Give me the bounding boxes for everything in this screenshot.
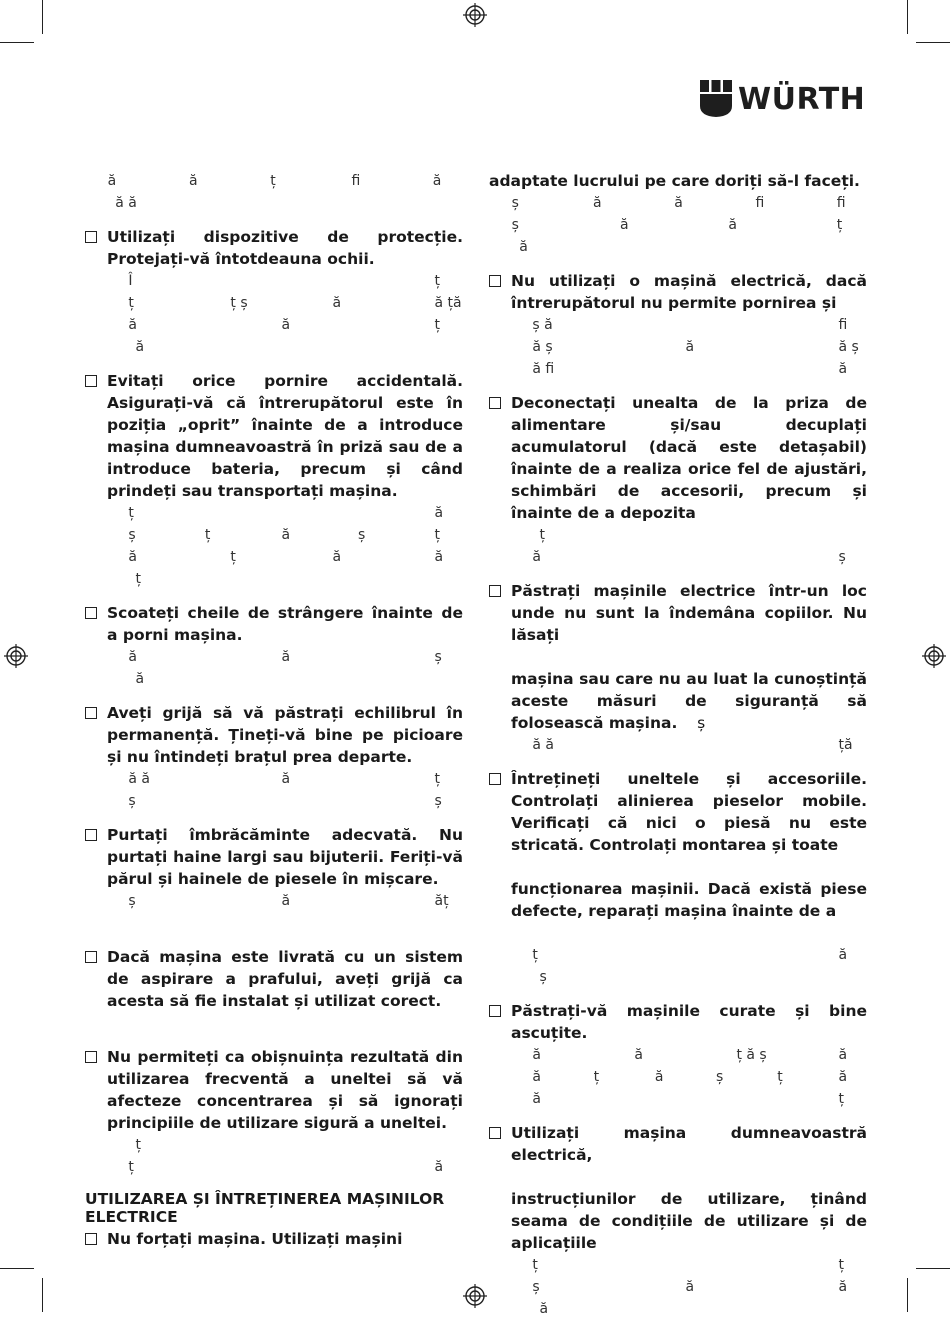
item-bold-text-continued: instrucțiunilor de utilizare, ținând seama de condițiile de utilizare și de aplicațiile bbox=[511, 1190, 867, 1252]
text-fragment: ț bbox=[836, 217, 843, 233]
text-fragment: ă ă bbox=[532, 737, 554, 753]
text-fragment-line bbox=[107, 292, 463, 314]
item-bold-text: Aveți grijă să vă păstrați echilibrul în permanență. Țineți-vă bine pe picioare și nu întindeți brațul prea departe. bbox=[107, 704, 463, 766]
text-fragment: ă bbox=[432, 173, 442, 189]
safety-item-left-4 bbox=[85, 702, 463, 812]
text-fragment: ă bbox=[685, 1279, 695, 1295]
text-fragment: ț bbox=[593, 1069, 600, 1085]
text-fragment: ț bbox=[128, 1159, 134, 1175]
text-fragment: ă bbox=[532, 1047, 541, 1063]
registration-mark-left-icon bbox=[4, 644, 28, 668]
text-fragment-line bbox=[511, 336, 867, 358]
text-fragment: ș bbox=[716, 1069, 724, 1085]
text-fragment: ă bbox=[532, 1091, 541, 1107]
crop-mark-tr-h bbox=[916, 42, 950, 43]
text-fragment-line bbox=[511, 734, 867, 756]
checkbox-icon bbox=[85, 1233, 97, 1245]
text-fragment: ă fi bbox=[532, 361, 555, 377]
text-fragment-line bbox=[107, 502, 463, 524]
text-fragment-line bbox=[511, 314, 867, 336]
text-fragment-line bbox=[107, 768, 463, 790]
text-fragment: ț ș bbox=[230, 295, 248, 311]
checkbox-icon bbox=[489, 1127, 501, 1139]
text-fragment: ă bbox=[434, 549, 444, 565]
right-column bbox=[489, 170, 867, 1332]
text-fragment-line bbox=[107, 646, 463, 668]
wurth-logo bbox=[700, 80, 868, 120]
text-fragment: ă bbox=[532, 549, 541, 565]
item-bold-text-continued: mașina sau care nu au luat la cunoștință aceste măsuri de siguranță să folosească mașina. ș bbox=[511, 670, 867, 732]
registration-mark-top-icon bbox=[463, 3, 487, 27]
section-heading: UTILIZAREA ȘI ÎNTREȚINEREA MAȘINILOR ELECTRICE bbox=[85, 1190, 445, 1226]
text-fragment: ă bbox=[434, 505, 444, 521]
crop-mark-bl-v bbox=[42, 1278, 43, 1312]
safety-item-right-5 bbox=[489, 1000, 867, 1110]
text-fragment: ț bbox=[434, 317, 441, 333]
text-fragment-line bbox=[107, 668, 463, 690]
text-fragment: ă bbox=[838, 947, 848, 963]
safety-item-left-6 bbox=[85, 946, 463, 1034]
crop-mark-tr-v bbox=[907, 0, 908, 34]
safety-item-left-3 bbox=[85, 602, 463, 690]
item-bold-text: Utilizați mașina dumneavoastră electrică, bbox=[511, 1124, 867, 1164]
crop-mark-bl-h bbox=[0, 1268, 34, 1269]
continuation-bold-text: adaptate lucrului pe care doriți să-l faceți. bbox=[489, 172, 860, 190]
text-fragment-line bbox=[107, 336, 463, 358]
item-bold-text: Nu forțați mașina. Utilizați mașini bbox=[107, 1230, 403, 1248]
safety-item-right-1 bbox=[489, 270, 867, 380]
checkbox-icon bbox=[489, 773, 501, 785]
safety-item-right-4 bbox=[489, 768, 867, 988]
text-fragment: ă bbox=[188, 173, 198, 189]
text-fragment-line bbox=[107, 1012, 463, 1034]
text-fragment: ă bbox=[332, 295, 342, 311]
text-fragment-line bbox=[511, 922, 867, 944]
text-fragment: ă bbox=[281, 527, 291, 543]
text-fragment: ț bbox=[838, 1257, 845, 1273]
blank-line bbox=[511, 856, 867, 878]
item-bold-text: Păstrați mașinile electrice într-un loc unde nu sunt la îndemâna copiilor. Nu lăsați bbox=[511, 582, 867, 644]
checkbox-icon bbox=[489, 275, 501, 287]
checkbox-icon bbox=[85, 707, 97, 719]
checkbox-icon bbox=[85, 1051, 97, 1063]
text-fragment: ă bbox=[332, 549, 342, 565]
text-fragment: ș bbox=[128, 893, 136, 909]
checkbox-icon bbox=[85, 951, 97, 963]
text-fragment: ș ă bbox=[532, 317, 553, 333]
item-bold-text: Păstrați-vă mașinile curate și bine ascuțite. bbox=[511, 1002, 867, 1042]
text-fragment: ț bbox=[434, 771, 441, 787]
text-fragment: ț bbox=[135, 571, 141, 587]
text-fragment: ă bbox=[135, 671, 145, 687]
text-fragment-line bbox=[107, 524, 463, 546]
text-fragment: ș bbox=[677, 714, 706, 732]
item-bold-text: Evitați orice pornire accidentală. Asigurați-vă că întrerupătorul este în poziția „oprit” înainte de a introduce mașina dumneavoastră în priză sau de a introduce bateria, precum și când prindeți sau transportați mașina. bbox=[107, 372, 463, 500]
text-fragment: ă bbox=[532, 1069, 541, 1085]
text-fragment: ă bbox=[634, 1047, 643, 1063]
text-fragment: ș bbox=[434, 793, 442, 809]
item-bold-text: Scoateți cheile de strângere înainte de a porni mașina. bbox=[107, 604, 463, 644]
text-fragment: ă bbox=[620, 217, 629, 233]
crop-mark-br-v bbox=[907, 1278, 908, 1312]
wurth-emblem-icon bbox=[700, 80, 732, 118]
text-fragment-line bbox=[107, 314, 463, 336]
text-fragment: ț bbox=[532, 1257, 538, 1273]
text-fragment: Î bbox=[128, 273, 133, 289]
safety-item-left-5 bbox=[85, 824, 463, 934]
text-fragment: ă ă bbox=[115, 195, 137, 211]
text-fragment: ă ță bbox=[434, 295, 462, 311]
text-fragment: ț bbox=[434, 273, 441, 289]
item-bold-text: Deconectați unealta de la priza de alimentare și/sau decuplați acumulatorul (dacă este detașabil) înainte de a realiza orice fel de ajustări, schimbări de accesorii, precum și înainte de a depozita bbox=[511, 394, 867, 522]
text-fragment: ț bbox=[230, 549, 236, 565]
text-fragment-line bbox=[107, 1134, 463, 1156]
text-fragment: ă bbox=[281, 317, 291, 333]
text-fragment: ă ș bbox=[838, 339, 859, 355]
text-fragment-line bbox=[489, 192, 867, 214]
text-fragment-line bbox=[107, 1156, 463, 1178]
text-fragment: ă bbox=[685, 339, 695, 355]
text-fragment: ă bbox=[281, 893, 291, 909]
text-fragment: ă bbox=[654, 1069, 664, 1085]
text-fragment: ăț bbox=[434, 893, 449, 909]
text-fragment-line bbox=[85, 192, 463, 214]
item-bold-text: Utilizați dispozitive de protecție. Protejați-vă întotdeauna ochii. bbox=[107, 228, 463, 268]
text-fragment-line bbox=[107, 890, 463, 912]
text-fragment: ș bbox=[532, 1279, 540, 1295]
text-fragment: ă bbox=[728, 217, 737, 233]
text-fragment-line bbox=[511, 1298, 867, 1320]
text-fragment-line bbox=[511, 1254, 867, 1276]
text-fragment-line bbox=[511, 966, 867, 988]
item-bold-text: Purtați îmbrăcăminte adecvată. Nu purtați haine largi sau bijuterii. Feriți-vă părul și hainele de piesele în mișcare. bbox=[107, 826, 463, 888]
text-fragment: ș bbox=[357, 527, 366, 543]
text-fragment: ă bbox=[674, 195, 683, 211]
item-bold-text: Nu permiteți ca obișnuința rezultată din utilizarea frecventă a uneltei să vă afecteze concentrarea și să ignorați principiile de utilizare sigură a uneltei. bbox=[107, 1048, 463, 1132]
text-fragment: ă bbox=[107, 173, 117, 189]
checkbox-icon bbox=[85, 829, 97, 841]
text-fragment: ță bbox=[838, 737, 853, 753]
text-fragment-line bbox=[107, 270, 463, 292]
text-fragment-line bbox=[107, 790, 463, 812]
item-bold-text: Dacă mașina este livrată cu un sistem de aspirare a prafului, aveți grijă ca acesta să fie instalat și utilizat corect. bbox=[107, 948, 463, 1010]
text-fragment-line bbox=[511, 944, 867, 966]
checkbox-icon bbox=[85, 231, 97, 243]
intro-fragments bbox=[85, 170, 463, 214]
text-fragment-line bbox=[107, 568, 463, 590]
text-fragment: ă bbox=[539, 1301, 549, 1317]
checkbox-icon bbox=[85, 607, 97, 619]
text-fragment: ț ă ș bbox=[736, 1047, 767, 1063]
text-fragment: ă bbox=[281, 649, 291, 665]
safety-item-force bbox=[85, 1228, 463, 1250]
text-fragment: ă ă bbox=[128, 771, 150, 787]
safety-item-left-2 bbox=[85, 370, 463, 590]
text-fragment: ș bbox=[838, 549, 846, 565]
text-fragment-line bbox=[511, 1276, 867, 1298]
text-fragment: fi bbox=[351, 173, 361, 189]
text-fragment: ș bbox=[128, 527, 136, 543]
text-fragment: ș bbox=[511, 195, 519, 211]
text-fragment: ș bbox=[511, 217, 519, 233]
text-fragment: ț bbox=[135, 1137, 141, 1153]
text-fragment: ș bbox=[434, 649, 442, 665]
blank-line bbox=[511, 1166, 867, 1188]
text-fragment: fi bbox=[836, 195, 846, 211]
blank-line bbox=[511, 646, 867, 668]
text-fragment: ă bbox=[128, 317, 137, 333]
wurth-logo-text: WÜRTH bbox=[738, 82, 866, 117]
crop-mark-tl-v bbox=[42, 0, 43, 34]
text-fragment: ț bbox=[539, 527, 545, 543]
text-fragment: ă bbox=[434, 1159, 444, 1175]
registration-mark-right-icon bbox=[922, 644, 946, 668]
text-fragment-line bbox=[85, 170, 463, 192]
text-fragment-line bbox=[511, 524, 867, 546]
text-fragment: ț bbox=[532, 947, 538, 963]
left-column bbox=[85, 170, 463, 1262]
safety-item-right-6 bbox=[489, 1122, 867, 1320]
text-fragment-line bbox=[511, 546, 867, 568]
text-fragment: ș bbox=[539, 969, 547, 985]
registration-mark-bottom-icon bbox=[463, 1284, 487, 1308]
text-fragment: ș bbox=[128, 793, 136, 809]
text-fragment: ă ș bbox=[532, 339, 553, 355]
text-fragment: ț bbox=[270, 173, 276, 189]
text-fragment: ă bbox=[128, 649, 137, 665]
text-fragment-line bbox=[511, 358, 867, 380]
safety-item-right-3 bbox=[489, 580, 867, 756]
text-fragment-line bbox=[107, 546, 463, 568]
item-bold-text: Întrețineți uneltele și accesoriile. Controlați alinierea pieselor mobile. Verificați că nici o piesă nu este stricată. Controlați montarea și toate bbox=[511, 770, 867, 854]
item-bold-text: Nu utilizați o mașină electrică, dacă întrerupătorul nu permite pornirea și bbox=[511, 272, 867, 312]
text-fragment: ț bbox=[128, 505, 134, 521]
safety-item-left-1 bbox=[85, 226, 463, 358]
text-fragment: ă bbox=[519, 239, 528, 255]
text-fragment: ă bbox=[838, 1069, 848, 1085]
text-fragment-line bbox=[107, 912, 463, 934]
text-fragment: ț bbox=[838, 1091, 845, 1107]
text-fragment: ă bbox=[838, 1279, 848, 1295]
text-fragment-line bbox=[511, 1066, 867, 1088]
checkbox-icon bbox=[489, 1005, 501, 1017]
safety-item-right-2 bbox=[489, 392, 867, 568]
text-fragment: ț bbox=[204, 527, 211, 543]
text-fragment: ț bbox=[777, 1069, 783, 1085]
text-fragment: ț bbox=[128, 295, 134, 311]
text-fragment-line bbox=[489, 214, 867, 236]
text-fragment: ă bbox=[281, 771, 291, 787]
text-fragment: fi bbox=[755, 195, 765, 211]
safety-item-left-7 bbox=[85, 1046, 463, 1178]
text-fragment-line bbox=[511, 1088, 867, 1110]
checkbox-icon bbox=[489, 397, 501, 409]
text-fragment: ă bbox=[135, 339, 145, 355]
text-fragment: ă bbox=[592, 195, 602, 211]
text-fragment: fi bbox=[838, 317, 848, 333]
text-fragment: ă bbox=[838, 361, 848, 377]
continuation-block bbox=[489, 170, 867, 258]
text-fragment-line bbox=[511, 1044, 867, 1066]
crop-mark-tl-h bbox=[0, 42, 34, 43]
checkbox-icon bbox=[489, 585, 501, 597]
crop-mark-br-h bbox=[916, 1268, 950, 1269]
text-fragment: ă bbox=[128, 549, 137, 565]
item-bold-text-continued: funcționarea mașinii. Dacă există piese defecte, reparați mașina înainte de a bbox=[511, 880, 867, 920]
checkbox-icon bbox=[85, 375, 97, 387]
text-fragment: ț bbox=[434, 527, 441, 543]
text-fragment: ă bbox=[838, 1047, 848, 1063]
text-fragment-line bbox=[489, 236, 867, 258]
